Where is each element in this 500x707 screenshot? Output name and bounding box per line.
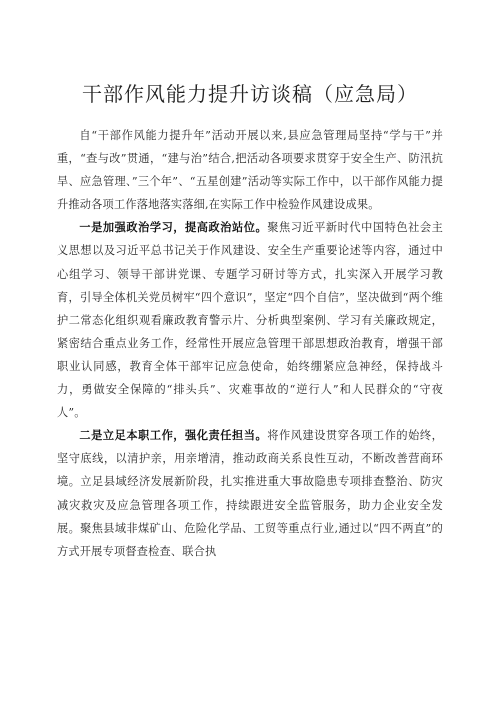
paragraph-responsibility [57,424,443,563]
paragraph-text: 将作风建设贯穿各项工作的始终，坚守底线，以清护亲，用亲增清，推动政商关系良性互动，不断改善营商环境。立足县域经济发展新阶段，扎实推进重大事故隐患专项排查整治、防灾减灾救灾及应急管理各项工作，持续跟进安全监管服务，助力企业安全发展。聚焦县域非煤矿山、危险化学品、工贸等重点行业,通过以“四不两直”的方式开展专项督查检查、联合执 [57,429,443,558]
document-title: 干部作风能力提升访谈稿（应急局） [82,82,418,106]
paragraph-text: 聚焦习近平新时代中国特色社会主义思想以及习近平总书记关于作风建设、安全生产重要论述等内容，通过中心组学习、领导干部讲党课、专题学习研讨等方式，扎实深入开展学习教育，引导全体机关党员树牢“四个意识”，坚定“四个自信”，坚决做到“两个维护二常态化组织观看廉政教育警示片、分析典型案例、学习有关廉政规定，紧密结合重点业务工作，经常性开展应急管理干部思想政治教育，增强干部职业认同感，教育全体干部牢记应急使命，始终绷紧应急神经，保持战斗力，勇做安全保障的“排头兵”、灾难事故的“逆行人”和人民群众的“守夜人”。 [57,221,443,420]
document-body [57,124,443,563]
paragraph-lead: 二是立足本职工作，强化责任担当。 [79,428,268,443]
paragraph-text: 自“干部作风能力提升年”活动开展以来,县应急管理局坚持“学与干”并重，“查与改”贯通，“建与治”结合,把活动各项要求贯穿于安全生产、防汛抗旱、应急管理、”三个年”、“五星创建”活动等实际工作中，以干部作风能力提升推动各项工作落地落实落细,在实际工作中检验作风建设成果。 [57,129,443,212]
paragraph-lead: 一是加强政治学习，提高政治站位。 [79,220,268,235]
paragraph-intro [57,124,443,216]
paragraph-political-study [57,216,443,424]
